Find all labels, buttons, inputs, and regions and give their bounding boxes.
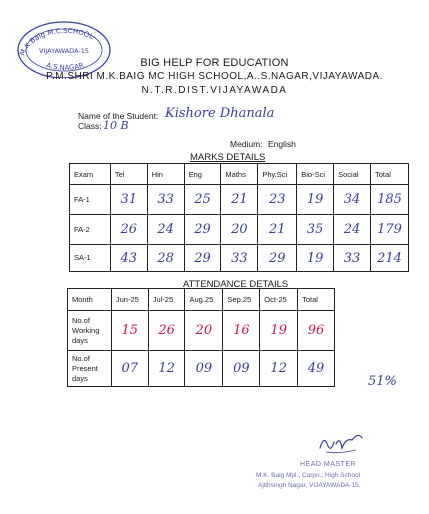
- mark-value: 35: [297, 215, 334, 245]
- mark-value: 31: [110, 185, 147, 215]
- header-line-1: BIG HELP FOR EDUCATION: [140, 57, 289, 69]
- att-col-sep: Sep.25: [223, 289, 260, 311]
- marks-col-maths: Maths: [221, 164, 258, 185]
- headmaster-school: M.K. Baig Mpl., Corpn., High School: [256, 472, 361, 479]
- present-days-total: 49: [298, 351, 335, 387]
- marks-row-fa2: [70, 215, 409, 245]
- mark-value: 24: [334, 215, 371, 245]
- marks-col-physci: Phy.Sci: [258, 164, 297, 185]
- mark-value: 20: [221, 215, 258, 245]
- attendance-percentage: 51%: [368, 374, 397, 389]
- working-days-value: 19: [260, 311, 298, 351]
- mark-value: 24: [147, 215, 184, 245]
- mark-value: 29: [184, 215, 221, 245]
- working-days-total: 96: [298, 311, 335, 351]
- exam-name: FA-1: [70, 185, 111, 215]
- stamp-middle-text: VIJAYAWADA-15: [39, 47, 89, 55]
- mark-value: 25: [184, 185, 221, 215]
- header-line-2: P.M.SHRI M.K.BAIG MC HIGH SCHOOL,A..S.NAGAR,VIJAYAWADA.: [46, 71, 383, 82]
- attendance-header-row: [68, 289, 335, 311]
- present-days-value: 09: [185, 351, 223, 387]
- att-col-jun: Jun-25: [111, 289, 148, 311]
- marks-row-sa1: [70, 245, 409, 272]
- marks-col-eng: Eng: [184, 164, 221, 185]
- marks-col-exam: Exam: [70, 164, 111, 185]
- mark-value: 33: [147, 185, 184, 215]
- working-days-label: No.of Working days: [68, 311, 112, 351]
- mark-total: 214: [371, 245, 409, 272]
- mark-value: 21: [258, 215, 297, 245]
- att-col-month: Month: [68, 289, 112, 311]
- header-line-3: N.T.R.DIST.VIJAYAWADA: [141, 85, 288, 96]
- working-days-value: 15: [111, 311, 148, 351]
- stamp-top-text: M.K.Baig M.C.SCHOOL: [18, 26, 95, 57]
- attendance-table: [67, 288, 335, 387]
- mark-value: 21: [221, 185, 258, 215]
- marks-header-row: [70, 164, 409, 185]
- present-days-value: 07: [111, 351, 148, 387]
- exam-name: FA-2: [70, 215, 111, 245]
- att-col-jul: Jul-25: [148, 289, 185, 311]
- headmaster-signature: [316, 428, 366, 456]
- mark-value: 23: [258, 185, 297, 215]
- mark-total: 179: [371, 215, 409, 245]
- mark-value: 26: [110, 215, 147, 245]
- marks-title: MARKS DETAILS: [190, 152, 266, 163]
- present-days-value: 09: [223, 351, 260, 387]
- student-name-value: Kishore Dhanala: [165, 106, 275, 121]
- marks-col-social: Social: [334, 164, 371, 185]
- working-days-row: [68, 311, 335, 351]
- working-days-value: 20: [185, 311, 223, 351]
- headmaster-address: Ajithsingh Nagar, VIJAYAWADA-15.: [258, 482, 361, 489]
- att-col-aug: Aug.25: [185, 289, 223, 311]
- present-days-row: [68, 351, 335, 387]
- marks-col-total: Total: [371, 164, 409, 185]
- working-days-value: 16: [223, 311, 260, 351]
- mark-value: 19: [297, 245, 334, 272]
- marks-table: [69, 163, 409, 272]
- mark-value: 29: [184, 245, 221, 272]
- working-days-value: 26: [148, 311, 185, 351]
- exam-name: SA-1: [70, 245, 111, 272]
- mark-value: 33: [334, 245, 371, 272]
- marks-col-biosci: Bio-Sci: [297, 164, 334, 185]
- mark-value: 29: [258, 245, 297, 272]
- att-col-total: Total: [298, 289, 335, 311]
- att-col-oct: Oct-25: [260, 289, 298, 311]
- class-label: Class:: [78, 121, 102, 131]
- headmaster-title: HEAD MASTER: [300, 461, 357, 468]
- present-days-label: No.of Present days: [68, 351, 112, 387]
- medium-label: Medium:: [230, 139, 263, 149]
- stamp-bottom-text: A.S.NAGAR: [45, 61, 85, 73]
- present-days-value: 12: [148, 351, 185, 387]
- marks-row-fa1: [70, 185, 409, 215]
- mark-value: 43: [110, 245, 147, 272]
- attendance-title: ATTENDANCE DETAILS: [183, 279, 289, 290]
- marks-col-hin: Hin: [147, 164, 184, 185]
- mark-value: 33: [221, 245, 258, 272]
- student-name-label: Name of the Student:: [78, 111, 159, 121]
- present-days-value: 12: [260, 351, 298, 387]
- marks-col-tel: Tel: [110, 164, 147, 185]
- mark-total: 185: [371, 185, 409, 215]
- class-value: 10 B: [103, 119, 129, 132]
- mark-value: 28: [147, 245, 184, 272]
- mark-value: 34: [334, 185, 371, 215]
- medium-value: English: [268, 139, 296, 149]
- mark-value: 19: [297, 185, 334, 215]
